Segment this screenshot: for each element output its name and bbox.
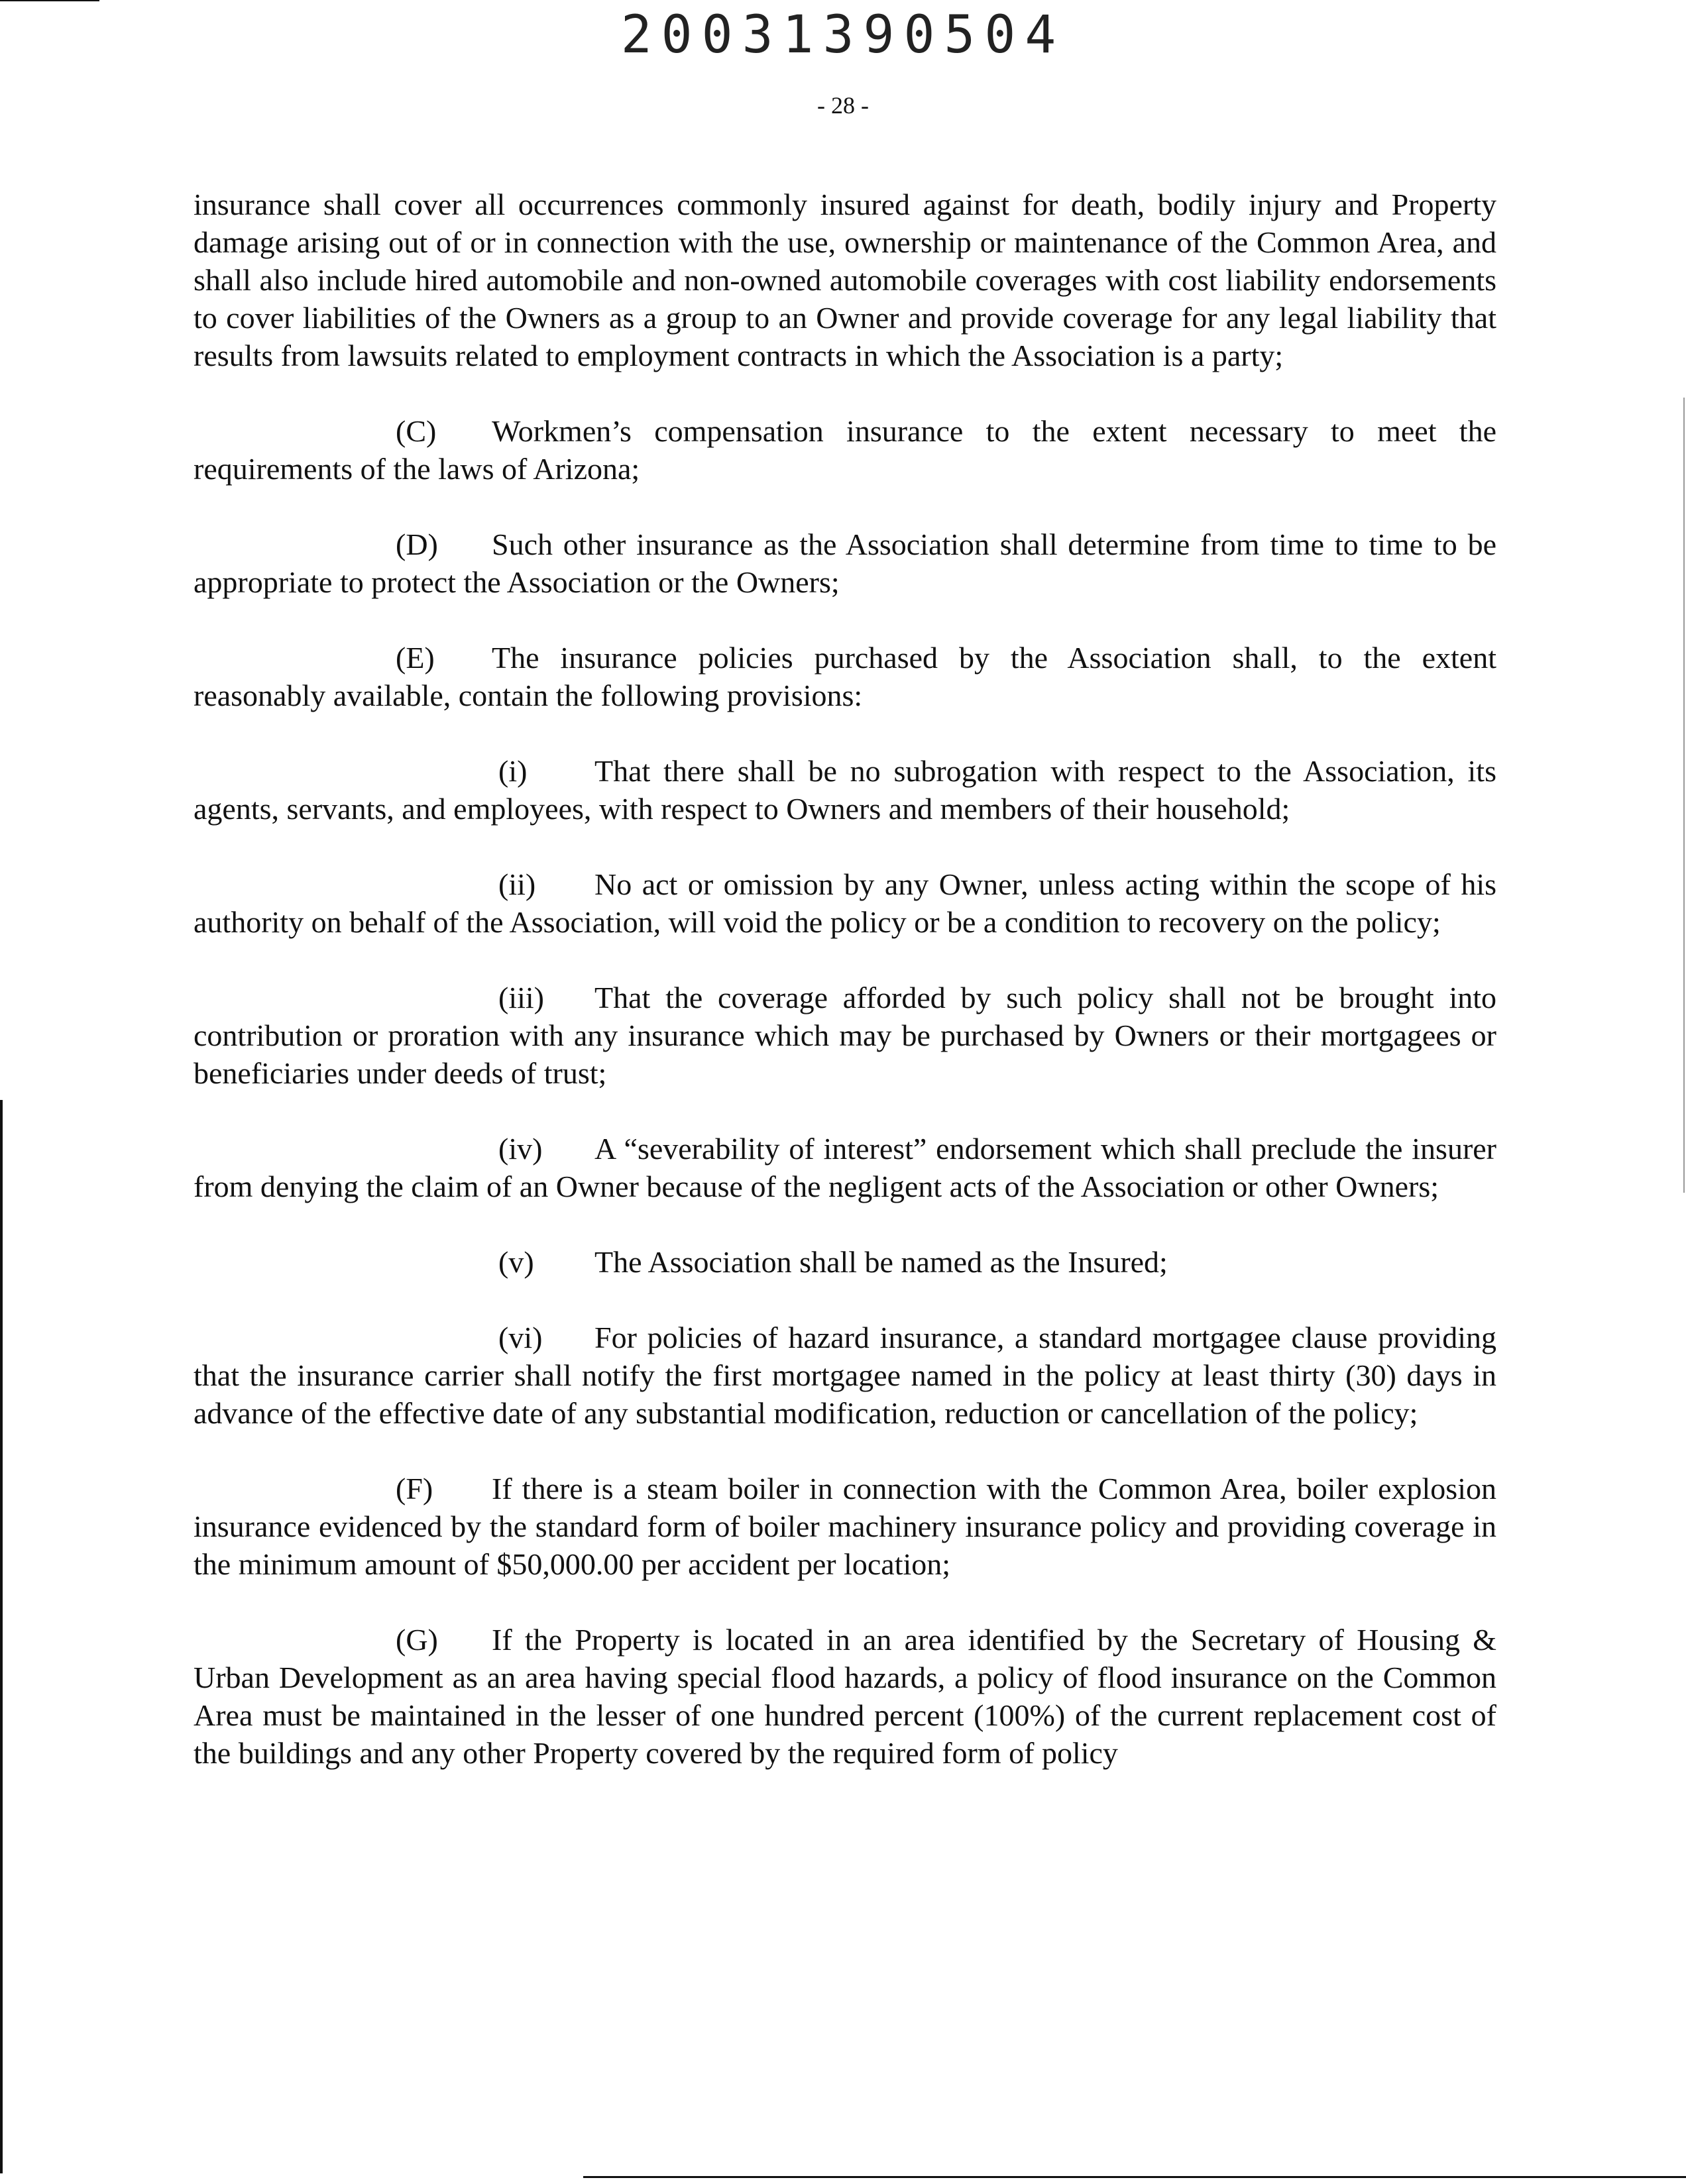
scan-edge-line-top — [0, 0, 99, 1]
item-marker: (iii) — [498, 981, 544, 1014]
document-number: 20031390504 — [620, 5, 1066, 65]
item-marker: (vi) — [498, 1321, 543, 1354]
item-marker: (v) — [498, 1245, 534, 1279]
paragraph-text: Workmen’s compensation insurance to the extent necessary to meet the requirements of the laws of Arizona; — [194, 414, 1496, 486]
paragraph-text: A “severability of interest” endorsement which shall preclude the insurer from denying the claim of an Owner because of the negligent acts of the Association or other Owners; — [194, 1132, 1496, 1203]
paragraph-text: That the coverage afforded by such policy shall not be brought into contribution or proration with any insurance which may be purchased by Owners or their mortgagees or beneficiaries under deeds of trust; — [194, 981, 1496, 1090]
item-marker: (iv) — [498, 1132, 543, 1166]
paragraph-text: The Association shall be named as the Insured; — [594, 1245, 1168, 1279]
subparagraph-vi — [194, 1319, 1496, 1432]
item-marker: (G) — [396, 1623, 438, 1657]
scan-edge-line-left — [0, 1100, 3, 2173]
item-marker: (E) — [396, 641, 435, 675]
paragraph-text: insurance shall cover all occurrences commonly insured against for death, bodily injury and Property damage arising out of or in connection with the use, ownership or maintenance of the Common Area, and shall also include hired automobile and non-owned automobile coverages with cost liability endorsements to cover liabilities of the Owners as a group to an Owner and provide coverage for any legal liability that results from lawsuits related to employment contracts in which the Association is a party; — [194, 188, 1496, 372]
item-marker: (i) — [498, 754, 528, 788]
item-marker: (C) — [396, 414, 437, 448]
item-marker: (F) — [396, 1472, 433, 1505]
subparagraph-iv — [194, 1130, 1496, 1205]
paragraph-c — [194, 412, 1496, 488]
paragraph-text: That there shall be no subrogation with respect to the Association, its agents, servants, and employees, with respect to Owners and members of their household; — [194, 754, 1496, 826]
subparagraph-iii — [194, 979, 1496, 1092]
paragraph-text: For policies of hazard insurance, a standard mortgagee clause providing that the insurance carrier shall notify the first mortgagee named in the policy at least thirty (30) days in advance of the effective date of any substantial modification, reduction or cancellation of the policy; — [194, 1321, 1496, 1430]
paragraph-g — [194, 1621, 1496, 1772]
subparagraph-i — [194, 752, 1496, 828]
paragraph-d — [194, 525, 1496, 601]
page-number: - 28 - — [817, 92, 869, 119]
paragraph-f — [194, 1470, 1496, 1583]
paragraph-text: No act or omission by any Owner, unless acting within the scope of his authority on behalf of the Association, will void the policy or be a condition to recovery on the policy; — [194, 867, 1496, 939]
document-body — [194, 186, 1496, 1772]
item-marker: (ii) — [498, 867, 536, 901]
scan-edge-line-bottom — [583, 2176, 1686, 2178]
paragraph-e — [194, 639, 1496, 714]
scan-edge-line-right — [1683, 398, 1685, 1193]
subparagraph-v — [194, 1243, 1496, 1281]
paragraph-text: Such other insurance as the Association shall determine from time to time to be appropriate to protect the Association or the Owners; — [194, 527, 1496, 599]
paragraph-text: If the Property is located in an area identified by the Secretary of Housing & Urban Development as an area having special flood hazards, a policy of flood insurance on the Common Area must be maintained in the lesser of one hundred percent (100%) of the current replacement cost of the buildings and any other Property covered by the required form of policy — [194, 1623, 1496, 1770]
item-marker: (D) — [396, 527, 438, 561]
subparagraph-ii — [194, 865, 1496, 941]
paragraph-text: If there is a steam boiler in connection with the Common Area, boiler explosion insurance evidenced by the standard form of boiler machinery insurance policy and providing coverage in the minimum amount of $50,000.00 per accident per location; — [194, 1472, 1496, 1581]
paragraph-continuation — [194, 186, 1496, 374]
paragraph-text: The insurance policies purchased by the Association shall, to the extent reasonably available, contain the following provisions: — [194, 641, 1496, 712]
